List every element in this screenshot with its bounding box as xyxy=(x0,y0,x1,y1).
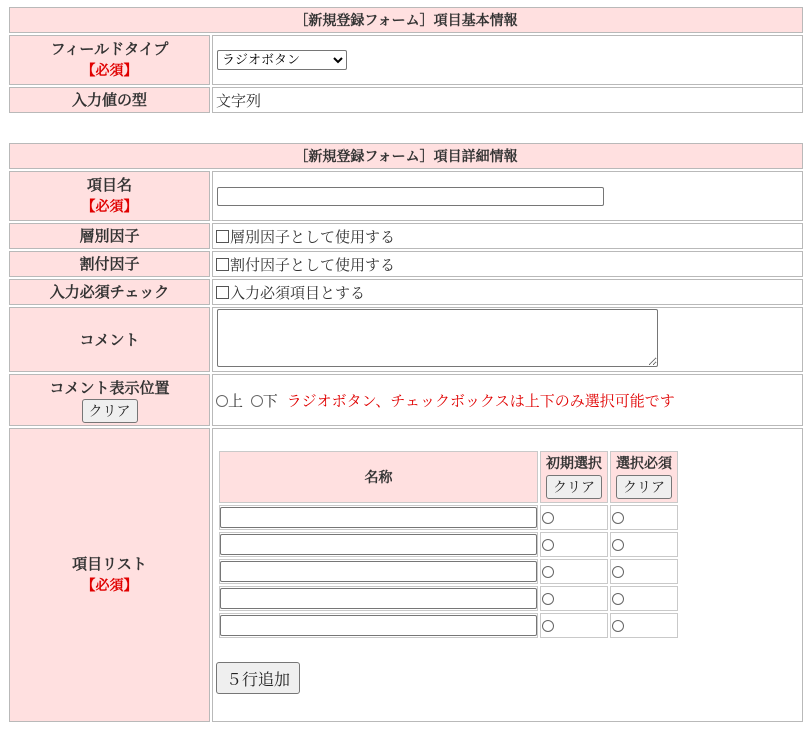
initial-radio[interactable] xyxy=(542,539,554,551)
position-top-text: 上 xyxy=(228,391,244,410)
position-bottom-radio[interactable] xyxy=(251,395,263,407)
col-required-header xyxy=(610,451,678,503)
required-cell xyxy=(610,613,678,638)
detail-info-table xyxy=(7,141,805,724)
initial-radio[interactable] xyxy=(542,512,554,524)
initial-cell xyxy=(540,505,608,530)
required-check-cell xyxy=(212,279,803,305)
item-name-cell xyxy=(212,171,803,221)
strata-cell xyxy=(212,223,803,249)
comment-textarea[interactable] xyxy=(217,309,658,367)
col-name-header: 名称 xyxy=(219,451,538,503)
name-cell xyxy=(219,532,538,557)
required-checkbox[interactable] xyxy=(216,286,229,299)
comment-label: コメント xyxy=(9,307,210,372)
required-cell xyxy=(610,532,678,557)
comment-cell xyxy=(212,307,803,372)
comment-position-label-text: コメント表示位置 xyxy=(49,379,170,397)
table-row xyxy=(219,586,678,611)
basic-info-title: ［新規登録フォーム］項目基本情報 xyxy=(9,7,803,33)
field-type-label xyxy=(9,35,210,85)
initial-cell xyxy=(540,532,608,557)
strata-label: 層別因子 xyxy=(9,223,210,249)
allocation-cell xyxy=(212,251,803,277)
name-cell xyxy=(219,505,538,530)
initial-clear-button[interactable]: クリア xyxy=(546,475,602,499)
item-list-label-text: 項目リスト xyxy=(72,555,147,573)
item-name-row-input[interactable] xyxy=(220,534,537,555)
initial-radio[interactable] xyxy=(542,593,554,605)
field-type-label-text: フィールドタイプ xyxy=(50,40,169,58)
basic-info-table xyxy=(7,5,805,115)
position-bottom-text: 下 xyxy=(262,391,278,410)
required-radio[interactable] xyxy=(612,620,624,632)
allocation-label: 割付因子 xyxy=(9,251,210,277)
required-cell xyxy=(610,559,678,584)
item-list-table xyxy=(217,449,680,640)
required-mark: 【必須】 xyxy=(81,63,138,79)
name-cell xyxy=(219,613,538,638)
col-initial-text: 初期選択 xyxy=(546,455,602,472)
comment-position-label xyxy=(9,374,210,426)
required-cell xyxy=(610,586,678,611)
required-radio[interactable] xyxy=(612,566,624,578)
input-type-label: 入力値の型 xyxy=(9,87,210,113)
item-name-row-input[interactable] xyxy=(220,588,537,609)
item-name-row-input[interactable] xyxy=(220,615,537,636)
required-check-text: 入力必須項目とする xyxy=(230,283,366,302)
initial-radio[interactable] xyxy=(542,566,554,578)
input-type-value: 文字列 xyxy=(212,87,803,113)
item-list-label xyxy=(9,428,210,722)
field-type-select[interactable] xyxy=(217,50,347,70)
required-radio[interactable] xyxy=(612,539,624,551)
strata-checkbox[interactable] xyxy=(216,230,229,243)
table-row xyxy=(219,559,678,584)
strata-text: 層別因子として使用する xyxy=(230,227,396,246)
item-name-label xyxy=(9,171,210,221)
item-list-cell xyxy=(212,428,803,722)
allocation-text: 割付因子として使用する xyxy=(230,255,396,274)
required-mark: 【必須】 xyxy=(81,578,138,594)
required-radio[interactable] xyxy=(612,512,624,524)
required-radio[interactable] xyxy=(612,593,624,605)
table-row xyxy=(219,613,678,638)
required-clear-button[interactable]: クリア xyxy=(616,475,672,499)
name-cell xyxy=(219,586,538,611)
name-cell xyxy=(219,559,538,584)
required-cell xyxy=(610,505,678,530)
required-mark: 【必須】 xyxy=(81,199,138,215)
initial-cell xyxy=(540,559,608,584)
position-note: ラジオボタン、チェックボックスは上下のみ選択可能です xyxy=(286,391,675,410)
add-rows-wrap xyxy=(216,662,802,694)
initial-cell xyxy=(540,613,608,638)
item-name-row-input[interactable] xyxy=(220,561,537,582)
required-check-label: 入力必須チェック xyxy=(9,279,210,305)
add-five-rows-button[interactable]: ５行追加 xyxy=(216,662,300,694)
initial-cell xyxy=(540,586,608,611)
item-name-input[interactable] xyxy=(217,187,604,206)
comment-position-clear-button[interactable]: クリア xyxy=(82,399,138,423)
table-row xyxy=(219,532,678,557)
item-name-row-input[interactable] xyxy=(220,507,537,528)
table-row xyxy=(219,505,678,530)
position-top-radio[interactable] xyxy=(216,395,228,407)
initial-radio[interactable] xyxy=(542,620,554,632)
item-name-label-text: 項目名 xyxy=(86,176,132,194)
field-type-cell xyxy=(212,35,803,85)
allocation-checkbox[interactable] xyxy=(216,258,229,271)
detail-info-title: ［新規登録フォーム］項目詳細情報 xyxy=(9,143,803,169)
comment-position-cell xyxy=(212,374,803,426)
col-initial-header xyxy=(540,451,608,503)
col-required-text: 選択必須 xyxy=(616,455,672,472)
